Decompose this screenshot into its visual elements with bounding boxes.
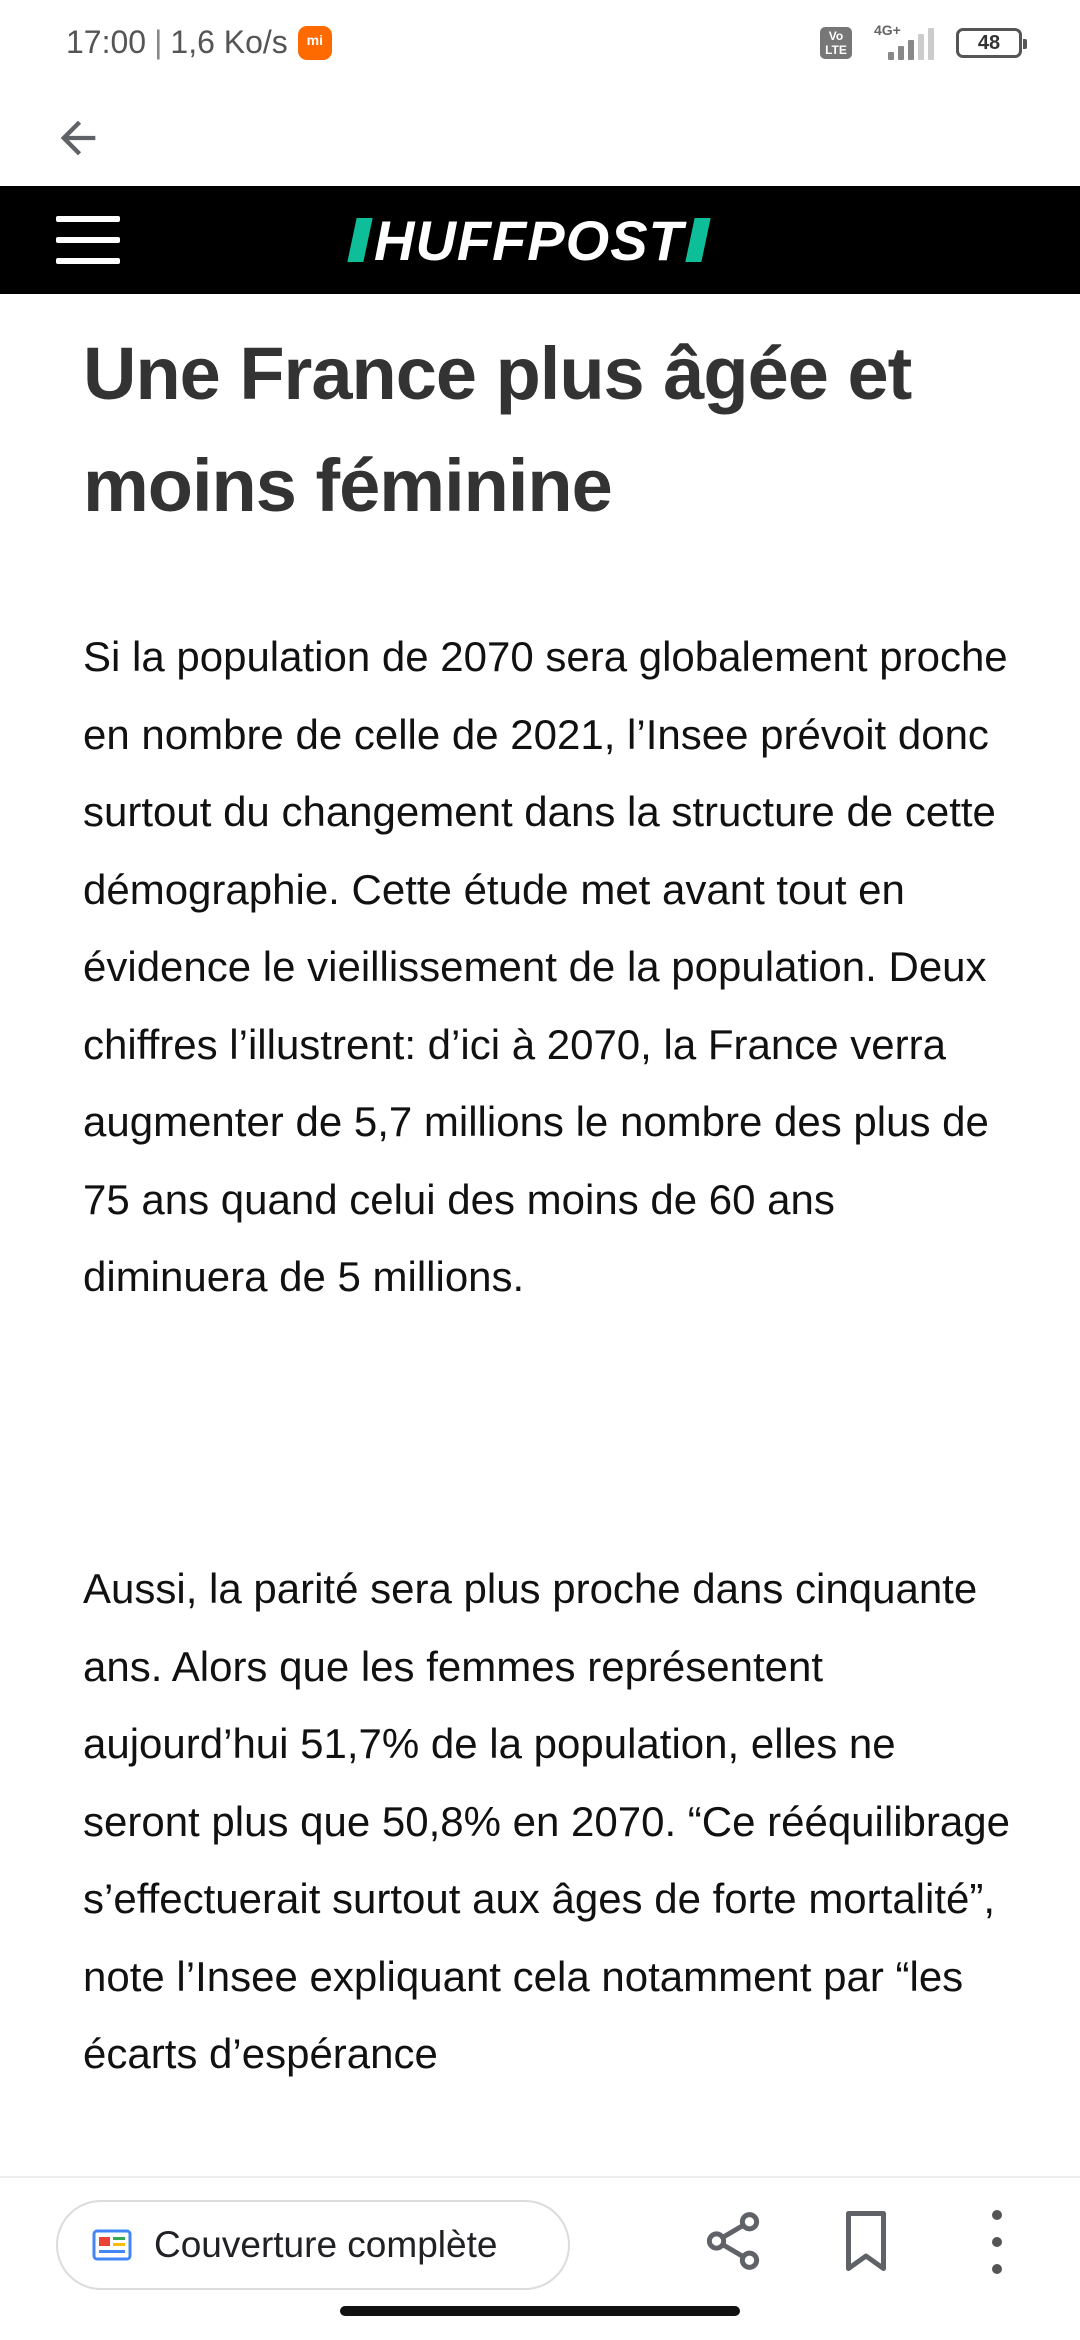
article-paragraph-2: Aussi, la parité sera plus proche dans cinquante ans. Alors que les femmes représentent aujourd’hui 51,7% de la population, elles ne seront plus que 50,8% en 2070. “Ce rééquilibrage s’effectuerait surtout aux âges de forte mortalité”, note l’Insee expliquant cela notamment par “les écarts d’espérance [83,1565,1010,2077]
logo-accent-left [347,218,372,262]
share-button[interactable] [700,2208,766,2274]
volte-icon: Vo LTE [820,27,852,59]
status-time: 17:00 [66,24,147,60]
logo-accent-right [685,218,710,262]
bookmark-icon [836,2206,896,2276]
home-indicator[interactable] [340,2306,740,2316]
mi-app-icon [298,26,332,60]
bookmark-button[interactable] [836,2206,896,2276]
status-right [820,22,1022,60]
back-button[interactable] [44,104,112,172]
battery-level: 48 [977,31,1001,54]
news-coverage-icon [92,2229,132,2261]
status-left [66,24,332,61]
article-headline: Une France plus âgée et moins féminine [83,332,912,527]
status-separator: | [154,24,163,60]
article-paragraph-1: Si la population de 2070 sera globalement proche en nombre de celle de 2021, l’Insee prévoit donc surtout du changement dans la structure de cette démographie. Cette étude met avant tout en évidence le vieillissement de la population. Deux chiffres l’illustrent: d’ici à 2070, la France verra augmenter de 5,7 millions le nombre des plus de 75 ans quand celui des moins de 60 ans diminuera de 5 millions. [83,633,1008,1300]
app-toolbar [0,90,1080,186]
hamburger-menu-icon[interactable] [56,216,120,264]
battery-icon [956,28,1022,58]
share-icon [700,2208,766,2274]
signal-icon [874,22,934,60]
full-coverage-button[interactable] [56,2200,570,2290]
more-vertical-icon[interactable] [980,2210,1014,2274]
site-header [0,186,1080,294]
arrow-left-icon [52,112,104,164]
huffpost-logo[interactable] [352,210,706,270]
logo-text: HUFFPOST [374,208,684,272]
status-speed: 1,6 Ko/s [170,24,288,60]
network-type: 4G+ [874,22,901,38]
status-bar [0,0,1080,90]
full-coverage-label: Couverture complète [154,2224,498,2265]
